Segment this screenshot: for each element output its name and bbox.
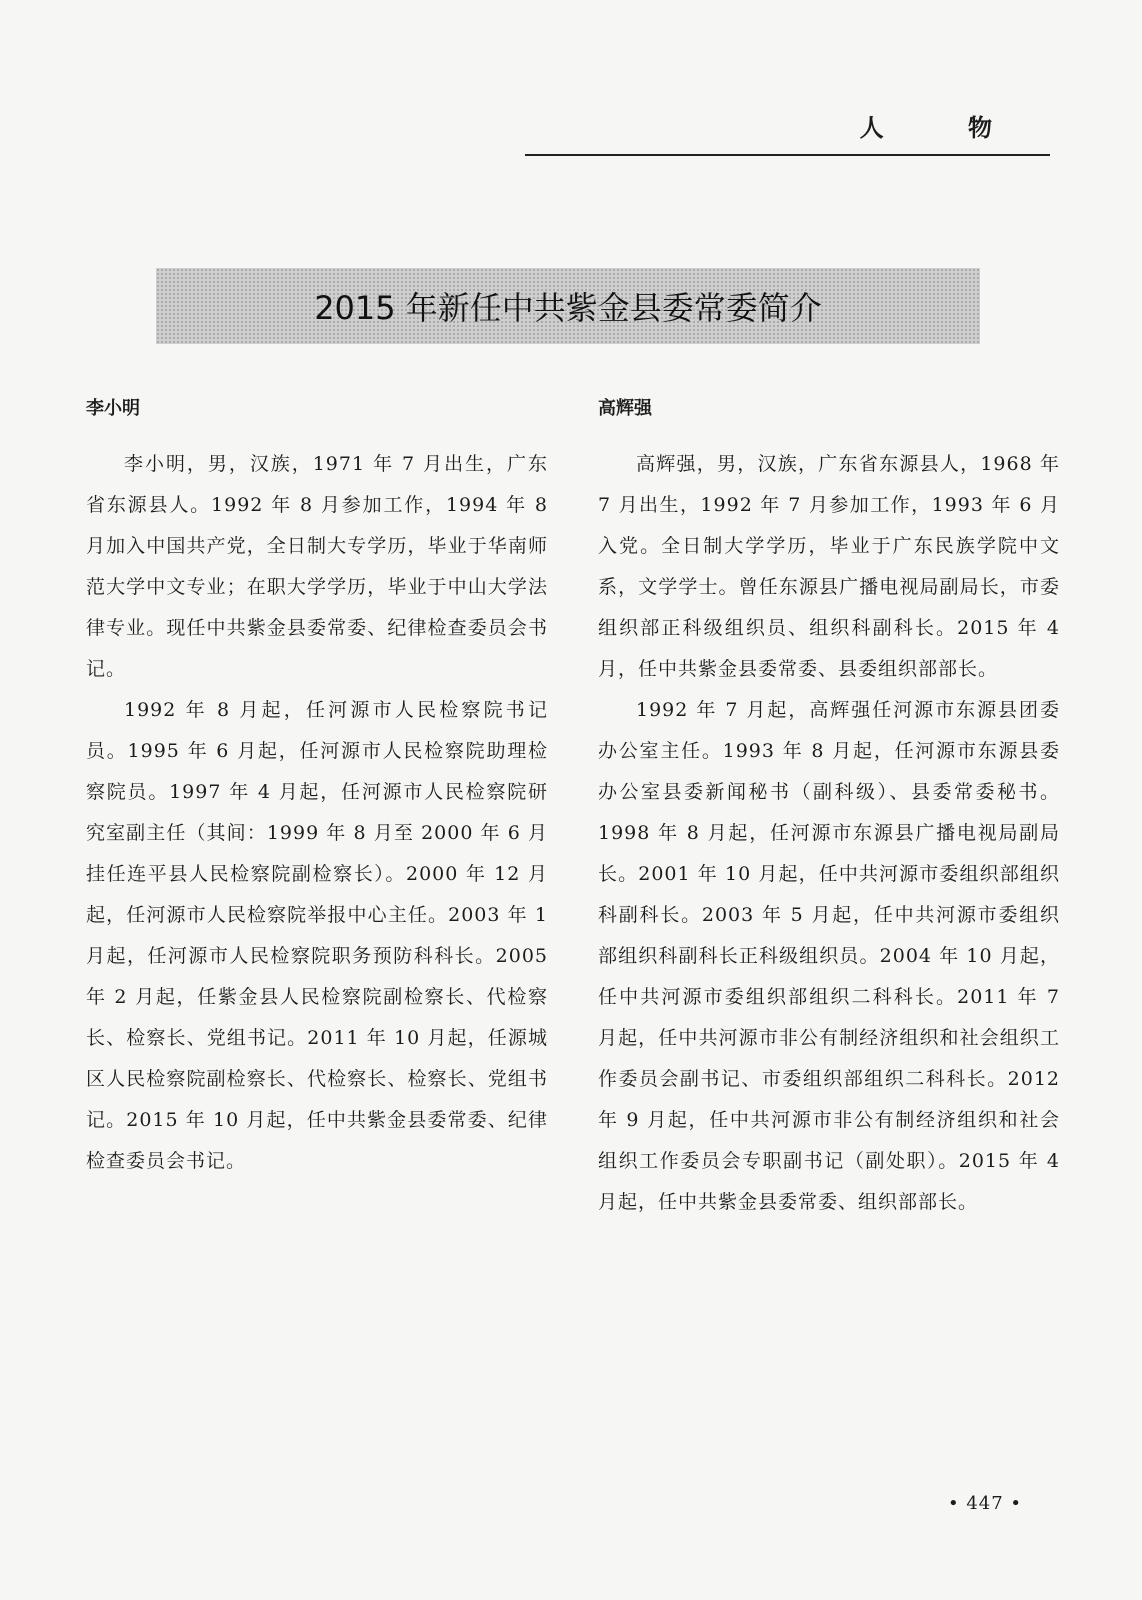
- profile-paragraph: 李小明，男，汉族，1971 年 7 月出生，广东省东源县人。1992 年 8 月参加工作，1994 年 8 月加入中国共产党，全日制大专学历，毕业于华南师范大学中文专业；在职大学学历，毕业于中山大学法律专业。现任中共紫金县委常委、纪律检查委员会书记。: [86, 453, 548, 680]
- profile-paragraph: 高辉强，男，汉族，广东省东源县人，1968 年 7 月出生，1992 年 7 月参加工作，1993 年 6 月入党。全日制大学学历，毕业于广东民族学院中文系，文学学士。曾任东源县广播电视局副局长，市委组织部正科级组织员、组织科副科长。2015 年 4 月，任中共紫金县委常委、县委组织部部长。: [598, 453, 1060, 680]
- profile-gao-huiqiang: [598, 396, 1060, 1223]
- page-title: 2015 年新任中共紫金县委常委简介: [314, 289, 822, 327]
- profile-paragraph: 1992 年 7 月起，高辉强任河源市东源县团委办公室主任。1993 年 8 月起，任河源市东源县委办公室县委新闻秘书（副科级）、县委常委秘书。1998 年 8 月起，任河源市东源县广播电视局副局长。2001 年 10 月起，任中共河源市委组织部组织科副科长。2003 年 5 月起，任中共河源市委组织部组织科副科长正科级组织员。2004 年 10 月起，任中共河源市委组织部组织二科科长。2011 年 7 月起，任中共河源市非公有制经济组织和社会组织工作委员会副书记、市委组织部组织二科科长。2012 年 9 月起，任中共河源市非公有制经济组织和社会组织工作委员会专职副书记（副处职）。2015 年 4 月起，任中共紫金县委常委、组织部部长。: [598, 699, 1060, 1213]
- section-label: 人 物: [859, 114, 1030, 142]
- profile-paragraph: 1992 年 8 月起，任河源市人民检察院书记员。1995 年 6 月起，任河源市人民检察院助理检察院员。1997 年 4 月起，任河源市人民检察院研究室副主任（其间：1999 年 8 月至 2000 年 6 月挂任连平县人民检察院副检察长）。2000 年 12 月起，任河源市人民检察院举报中心主任。2003 年 1 月起，任河源市人民检察院职务预防科科长。2005 年 2 月起，任紫金县人民检察院副检察长、代检察长、检察长、党组书记。2011 年 10 月起，任源城区人民检察院副检察长、代检察长、检察长、党组书记。2015 年 10 月起，任中共紫金县委常委、纪律检查委员会书记。: [86, 699, 548, 1172]
- profile-name: 高辉强: [598, 398, 652, 419]
- profile-li-xiaoming: [86, 396, 548, 1182]
- section-header: [525, 104, 1050, 156]
- page-number: • 447 •: [948, 1493, 1023, 1514]
- profile-name: 李小明: [86, 398, 140, 419]
- title-banner: [156, 268, 980, 344]
